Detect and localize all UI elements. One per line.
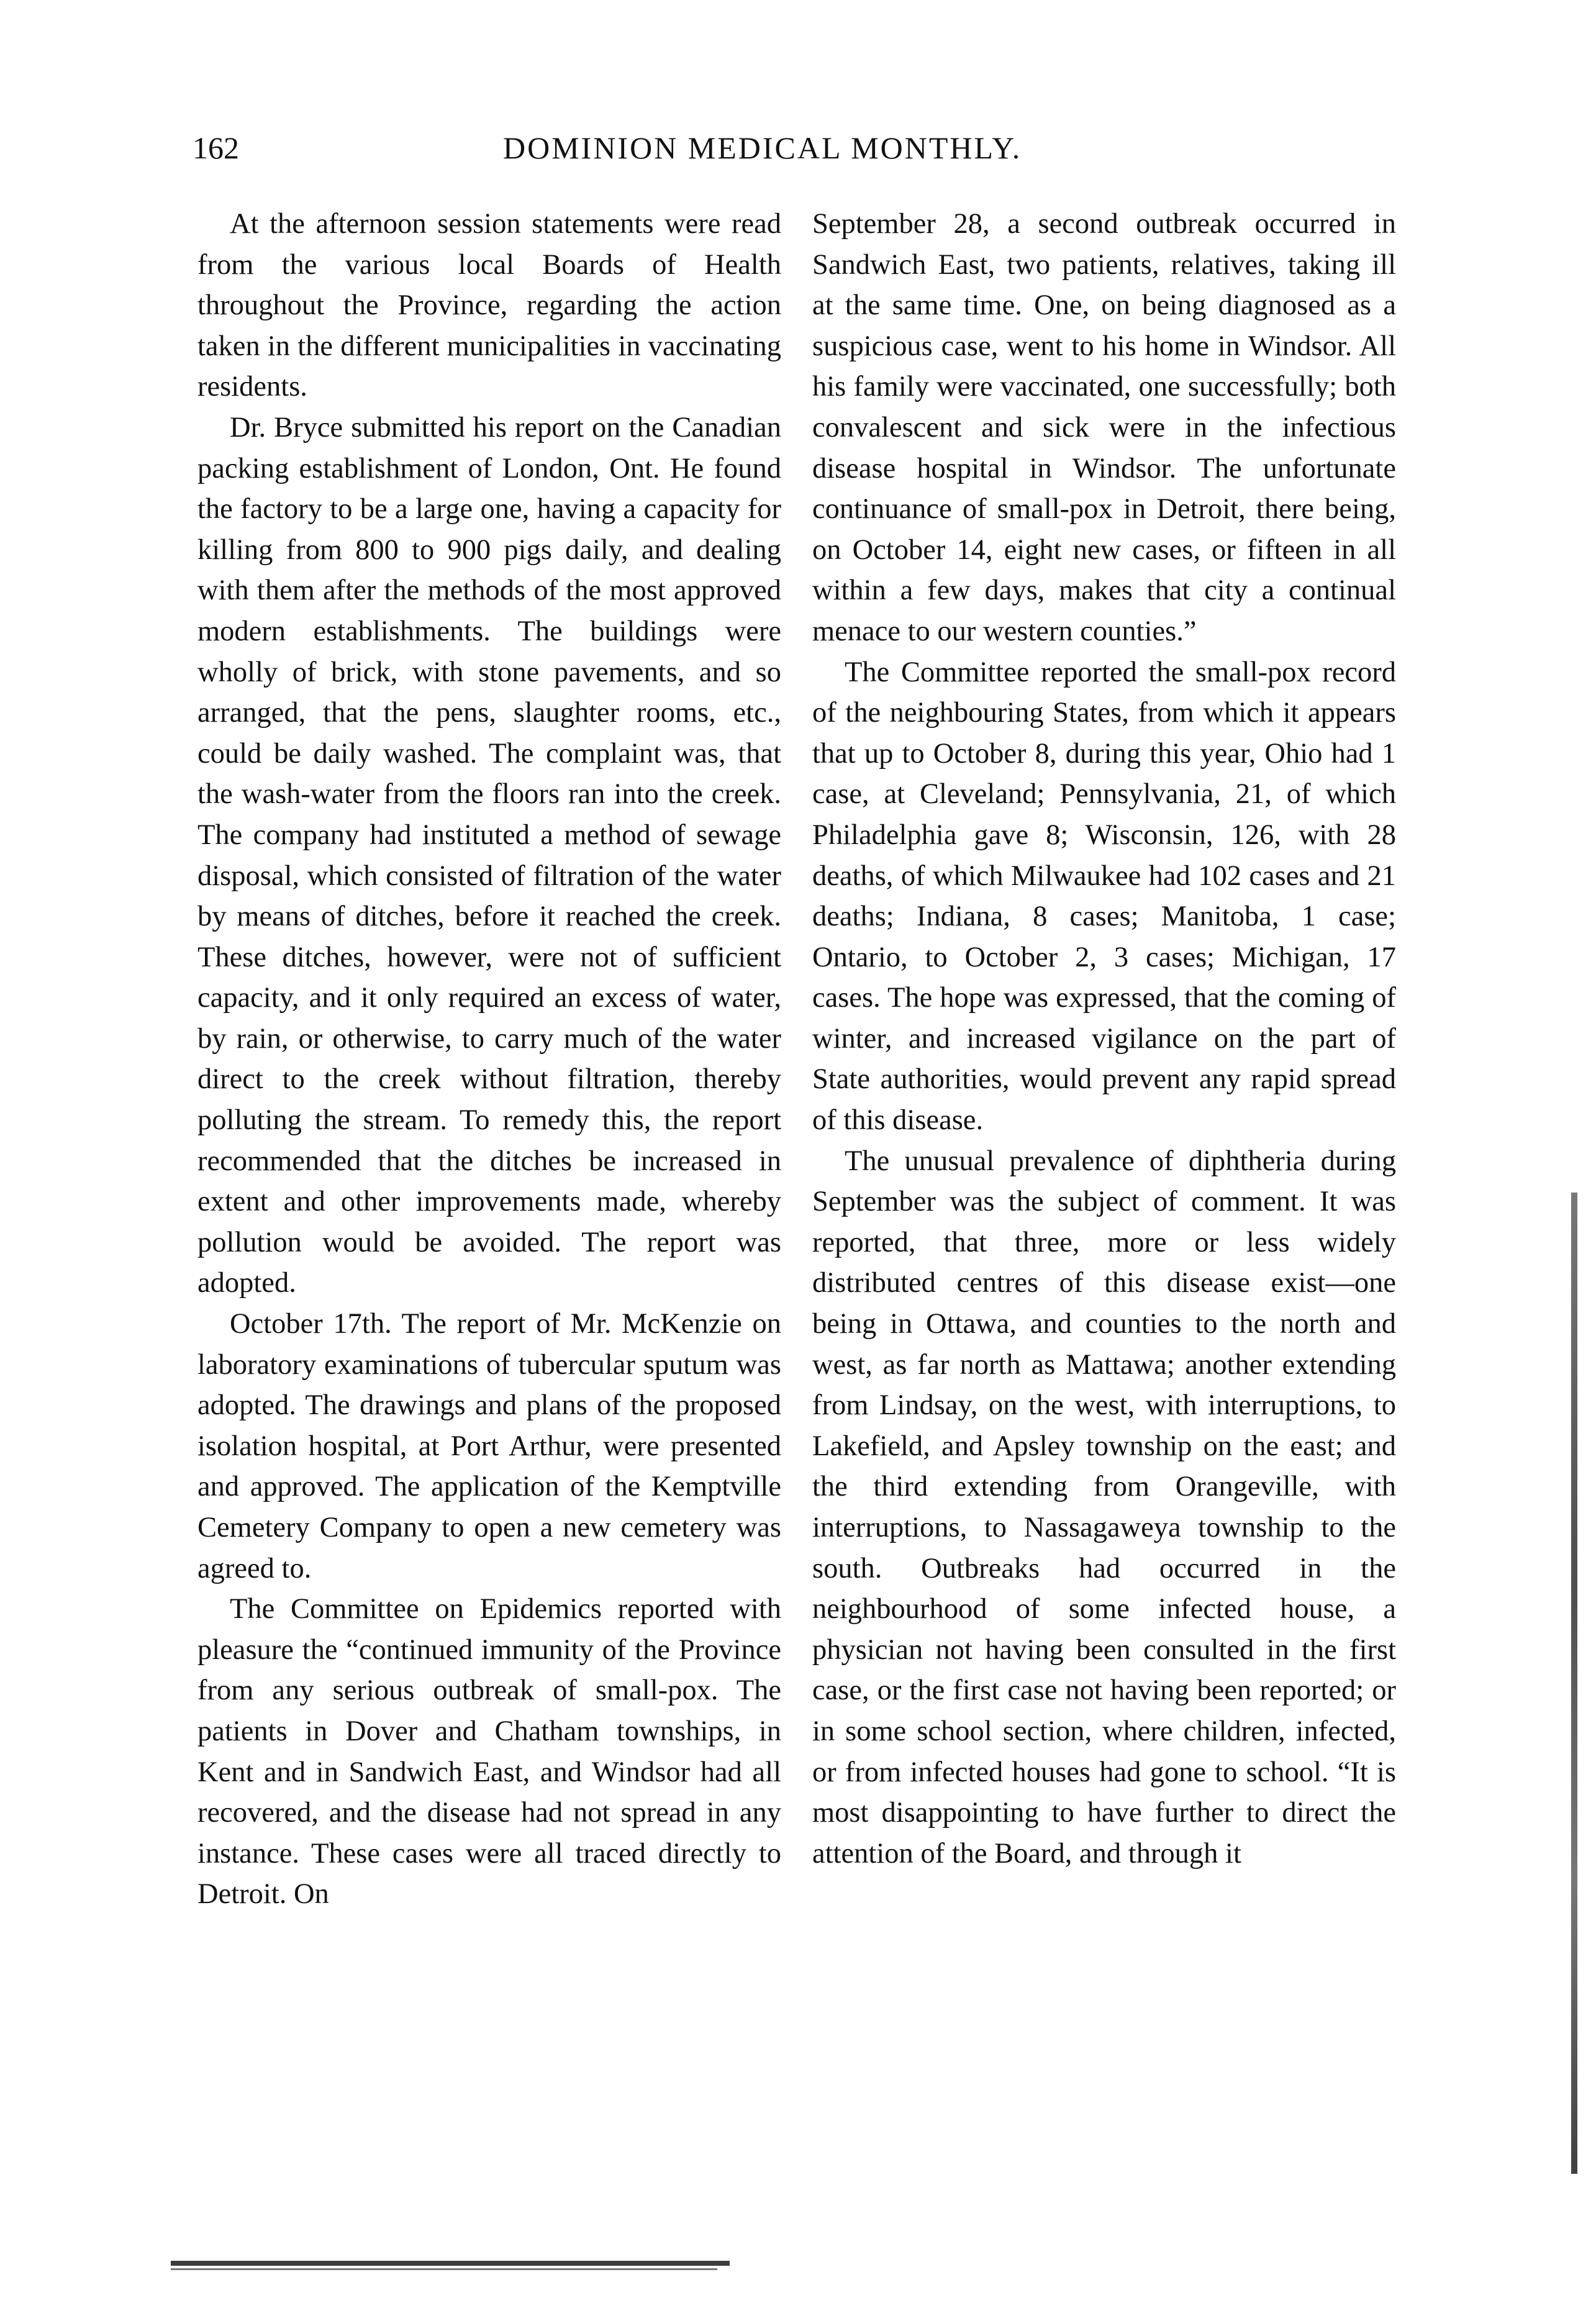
paragraph-afternoon-session: At the afternoon session statements were read from the various local Boards of Health throughout the Province, regarding the action taken in the different municipalities in vaccinating residents. bbox=[197, 208, 781, 403]
page-number: 162 bbox=[193, 130, 239, 165]
paragraph-bryce-report: Dr. Bryce submitted his report on the Canadian packing establishment of London, Ont. He found the factory to be a large one, having a capacity for killing from 800 to 900 pigs daily, and dealing with them after the methods of the most approved modern establishments. The buildings were wholly of brick, with stone pavements, and so arranged, that the pens, slaughter rooms, etc., could be daily washed. The complaint was, that the wash-water from the floors ran into the creek. The company had instituted a method of sewage disposal, which consisted of filtration of the water by means of ditches, before it reached the creek. These ditches, however, were not of sufficient capacity, and it only required an excess of water, by rain, or otherwise, to carry much of the water direct to the creek without filtration, thereby polluting the stream. To remedy this, the report recommended that the ditches be increased in extent and other improvements made, whereby pollution would be avoided. The report was adopted. bbox=[197, 411, 781, 1299]
paragraph-october-17th: October 17th. The report of Mr. McKenzie on laboratory examinations of tubercular sputum was adopted. The drawings and plans of the proposed isolation hospital, at Port Arthur, were presented and approved. The application of the Kemptville Cemetery Company to open a new cemetery was agreed to. bbox=[197, 1308, 781, 1584]
bottom-rule bbox=[171, 2261, 730, 2266]
paragraph-september-outbreak: September 28, a second outbreak occurred in Sandwich East, two patients, relatives, taking ill at the same time. One, on being diagnosed as a suspicious case, went to his home in Windsor. All his family were vaccinated, one successfully; both convalescent and sick were in the infectious disease hospital in Windsor. The unfortunate continuance of small-pox in Detroit, there being, on October 14, eight new cases, or fifteen in all within a few days, makes that city a continual menace to our western counties.” bbox=[812, 208, 1396, 647]
page-header bbox=[193, 129, 1435, 166]
bottom-rule-thin bbox=[171, 2268, 717, 2270]
running-head: DOMINION MEDICAL MONTHLY. bbox=[503, 130, 1022, 165]
left-column bbox=[197, 204, 781, 1915]
paragraph-neighbouring-states: The Committee reported the small-pox record of the neighbouring States, from which it appears that up to October 8, during this year, Ohio had 1 case, at Cleveland; Pennsylvania, 21, of which Philadelphia gave 8; Wisconsin, 126, with 28 deaths, of which Milwaukee had 102 cases and 21 deaths; Indiana, 8 cases; Manitoba, 1 case; Ontario, to October 2, 3 cases; Michigan, 17 cases. The hope was expressed, that the coming of winter, and increased vigilance on the part of State authorities, would prevent any rapid spread of this disease. bbox=[812, 656, 1396, 1137]
scan-edge-mark bbox=[1571, 1193, 1577, 2174]
paragraph-diphtheria: The unusual prevalence of diphtheria during September was the subject of comment. It was reported, that three, more or less widely distributed centres of this disease exist—one being in Ottawa, and counties to the north and west, as far north as Mattawa; another extending from Lindsay, on the west, with interruptions, to Lakefield, and Apsley township on the east; and the third extending from Orangeville, with interruptions, to Nassagaweya township to the south. Outbreaks had occurred in the neighbourhood of some infected house, a physician not having been consulted in the first case, or the first case not having been reported; or in some school section, where children, infected, or from infected houses had gone to school. “It is most disappointing to have further to direct the attention of the Board, and through it bbox=[812, 1145, 1396, 1870]
right-column bbox=[812, 204, 1396, 1874]
paragraph-committee-epidemics: The Committee on Epidemics reported with pleasure the “continued immunity of the Province from any serious outbreak of small-pox. The patients in Dover and Chatham townships, in Kent and in Sandwich East, and Windsor had all recovered, and the disease had not spread in any instance. These cases were all traced directly to Detroit. On bbox=[197, 1593, 781, 1910]
